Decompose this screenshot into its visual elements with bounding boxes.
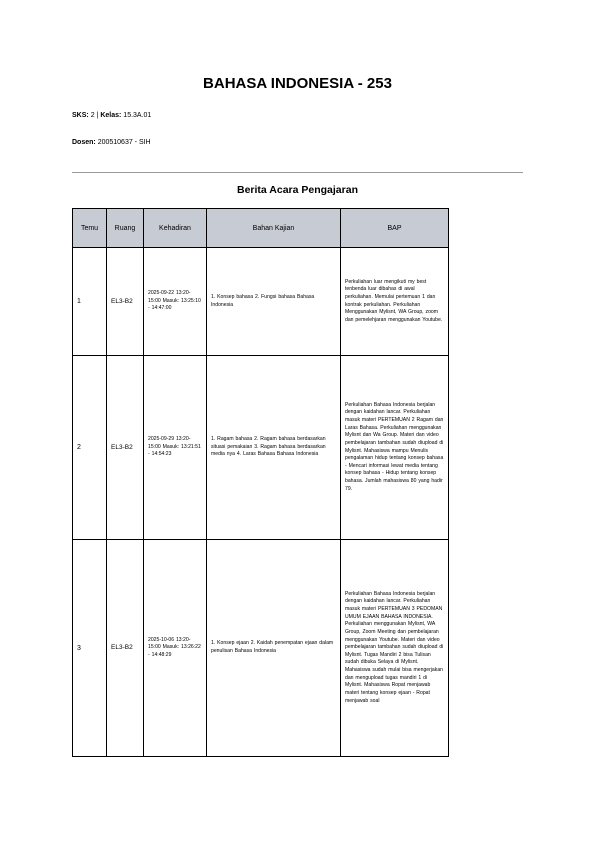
kehadiran-cell: 2025-09-29 13:20-15:00 Masuk: 13:21:51 - 14:54:23 <box>144 356 207 540</box>
ruang-cell: EL3-B2 <box>107 248 144 356</box>
bahan-kajian-cell: 1. Ragam bahasa 2. Ragam bahasa berdasarkan situasi pemakaian 3. Ragam bahasa berdasarkan media nya 4. Laras Bahasa Bahasa Indonesia <box>207 356 341 540</box>
col-header-ruang: Ruang <box>107 209 144 248</box>
col-header-temu: Temu <box>73 209 107 248</box>
dosen-label: Dosen: <box>72 139 96 146</box>
bap-cell: Perkuliahan Bahasa Indonesia berjalan dengan kaidahan lancar. Perkuliahan masuk materi PERTEMUAN 2 Ragam dan Laras Bahasa. Perkuliahan menggunakan Mylisnt dan Wa Group. Materi dan video pembelajaran tambahan sudah diupload di Mylisnt. Mahasiswa mampu Menulis pengalaman hidup tentang konsep bahasa - Mencari informasi lewat media tentang konsep bahasa - Hidup tentang konsep bahasa. Jumlah mahasiswa 80 yang hadir 79. <box>341 356 449 540</box>
bahan-kajian-cell: 1. Konsep bahasa 2. Fungsi bahasa Bahasa Indonesia <box>207 248 341 356</box>
temu-cell: 2 <box>73 356 107 540</box>
separator: | <box>96 112 99 119</box>
bap-cell: Perkuliahan luar mengikuti my best tenbenda luar dibahas di awal perkuliahan. Memulai pertemuan 1 dan kontrak perkuliahan. Perkuliahan Menggunakan Mylisnt, WA Group, zoom dan pemelehjaran menggunakan Youtube. <box>341 248 449 356</box>
course-info <box>72 112 151 119</box>
temu-cell: 3 <box>73 540 107 757</box>
kehadiran-cell: 2025-10-06 13:20-15:00 Masuk: 13:26:22 - 14:48:29 <box>144 540 207 757</box>
temu-cell: 1 <box>73 248 107 356</box>
sks-value: 2 <box>90 112 95 119</box>
dosen-value: 200510637 - SIH <box>97 139 151 146</box>
col-header-kehadiran: Kehadiran <box>144 209 207 248</box>
col-header-bahan-kajian: Bahan Kajian <box>207 209 341 248</box>
table-row <box>73 248 449 356</box>
section-divider <box>72 172 523 173</box>
col-header-bap: BAP <box>341 209 449 248</box>
bahan-kajian-cell: 1. Konsep ejaan 2. Kaidah penempatan ejaan dalam penulisan Bahasa Indonesia <box>207 540 341 757</box>
kelas-value: 15.3A.01 <box>123 112 152 119</box>
bap-cell: Perkuliahan Bahasa Indonesia berjalan dengan kaidahan lancar. Perkuliahan masuk materi PERTEMUAN 3 PEDOMAN UMUM EJAAN BAHASA INDONESIA. Perkuliahan menggunakan Mylisnt, WA Group, Zoom Meeting dan pembelajaran menggunakan Youtube. Materi dan video pembelajaran tambahan sudah diupload di Mylisnt. Tugas Mandiri 2 bisa Tulisan sudah dibuka Selaya di Mylisnt. Mahasiswa sudah mulai bisa mengerjakan dan mengupload tugas mandiri 1 di Mylisnt. Mahasiswa Ropat menjawab materi tentang konsep ejaan - Ropat menjawab soal <box>341 540 449 757</box>
table-row <box>73 540 449 757</box>
section-title: Berita Acara Pengajaran <box>236 184 358 196</box>
table-row <box>73 356 449 540</box>
ruang-cell: EL3-B2 <box>107 356 144 540</box>
bap-table <box>72 208 449 757</box>
sks-label: SKS: <box>72 112 89 119</box>
kelas-label: Kelas: <box>100 112 122 119</box>
lecturer-info <box>72 139 151 146</box>
ruang-cell: EL3-B2 <box>107 540 144 757</box>
page-title: BAHASA INDONESIA - 253 <box>203 75 392 92</box>
kehadiran-cell: 2025-09-22 13:20-15:00 Masuk: 13:25:10 - 14:47:00 <box>144 248 207 356</box>
table-header-row <box>73 209 449 248</box>
